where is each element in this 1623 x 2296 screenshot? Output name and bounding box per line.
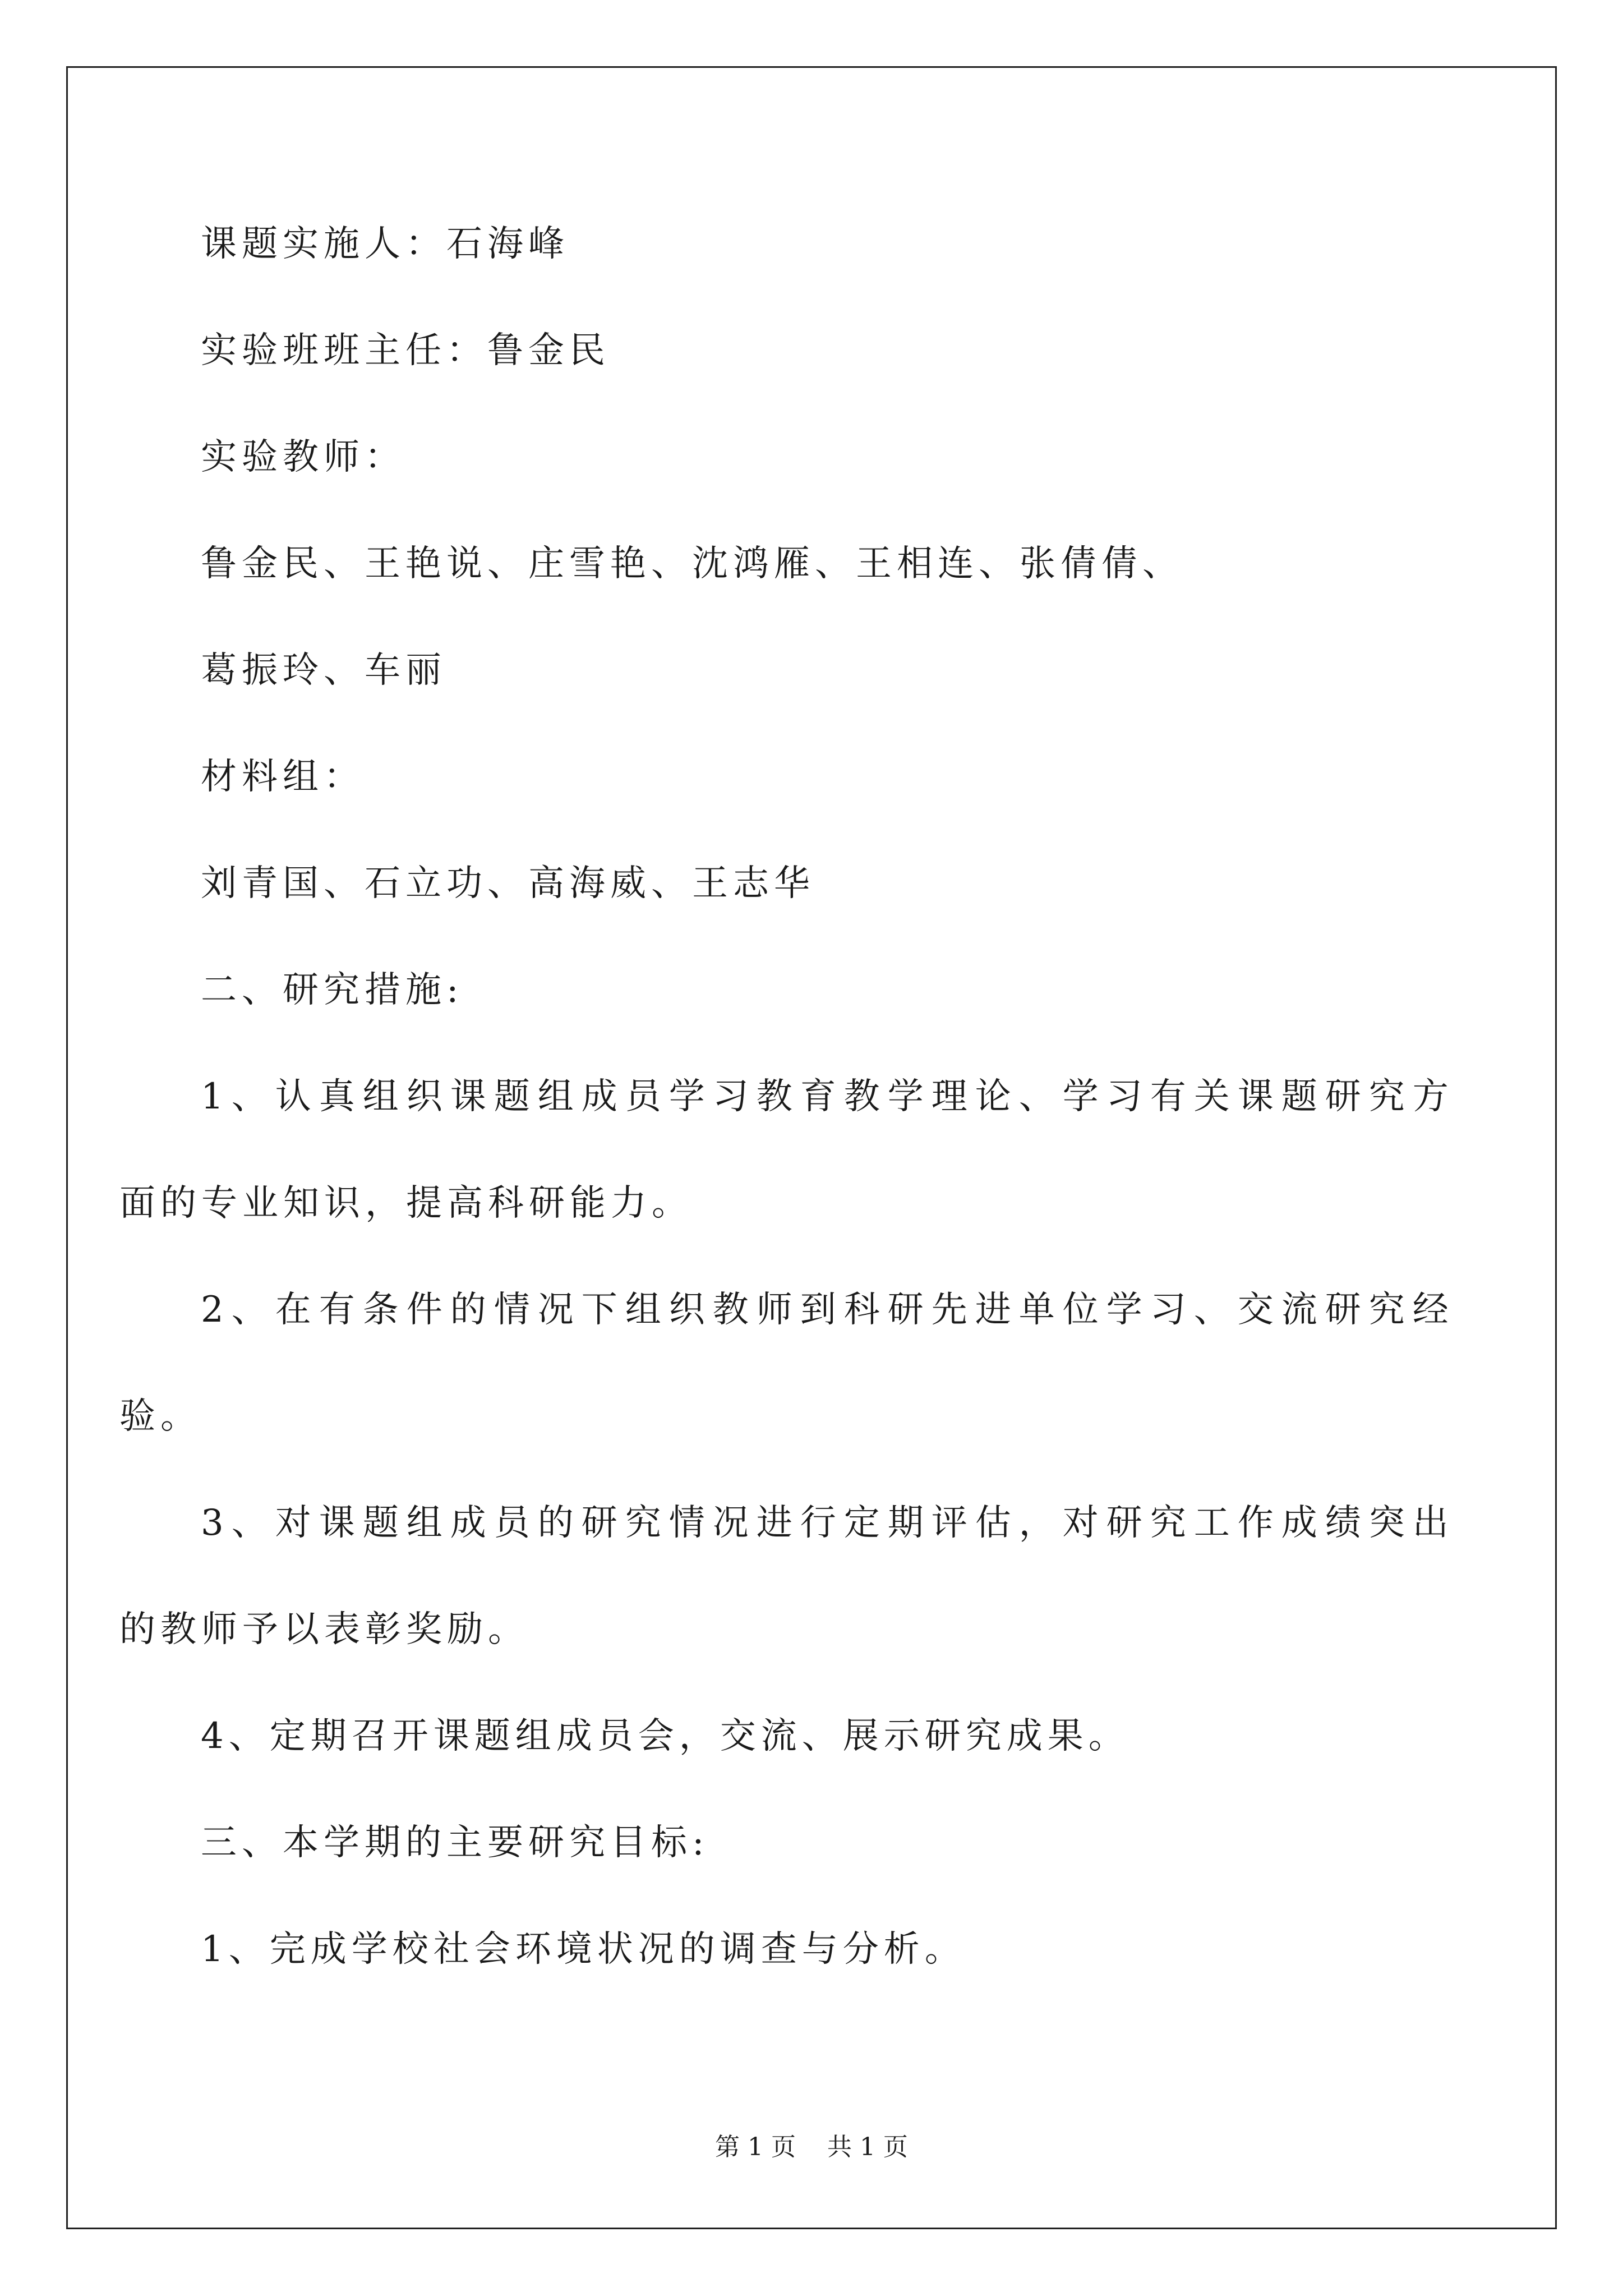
measure-4-line: 4、定期召开课题组成员会，交流、展示研究成果。 — [201, 1715, 1129, 1757]
measure-1-line-2: 面的专业知识，提高科研能力。 — [119, 1182, 693, 1224]
page-footer: 第 1 页 共 1 页 — [715, 2133, 908, 2161]
materials-group-heading: 材料组： — [201, 756, 365, 798]
measure-3-line-1: 3、对课题组成员的研究情况进行定期评估，对研究工作成绩突出 — [201, 1502, 1456, 1544]
measure-2-line-1: 2、在有条件的情况下组织教师到科研先进单位学习、交流研究经 — [201, 1289, 1456, 1331]
experiment-teachers-heading: 实验教师： — [201, 436, 405, 478]
measure-2-line-2: 验。 — [119, 1396, 201, 1437]
section-heading-measures: 二、研究措施: — [201, 969, 464, 1011]
implementer-line: 课题实施人：石海峰 — [201, 223, 569, 265]
page-border — [66, 66, 1557, 2229]
teacher-names-line-1: 鲁金民、王艳说、庄雪艳、沈鸿雁、王相连、张倩倩、 — [201, 543, 1183, 585]
class-teacher-line: 实验班班主任：鲁金民 — [201, 330, 610, 371]
measure-3-line-2: 的教师予以表彰奖励。 — [119, 1609, 529, 1650]
goal-1-line: 1、完成学校社会环境状况的调查与分析。 — [201, 1929, 966, 1970]
section-heading-goals: 三、本学期的主要研究目标: — [201, 1822, 709, 1864]
measure-1-line-1: 1、认真组织课题组成员学习教育教学理论、学习有关课题研究方 — [201, 1076, 1456, 1117]
materials-group-names: 刘青国、石立功、高海威、王志华 — [201, 863, 815, 904]
teacher-names-line-2: 葛振玲、车丽 — [201, 650, 446, 691]
